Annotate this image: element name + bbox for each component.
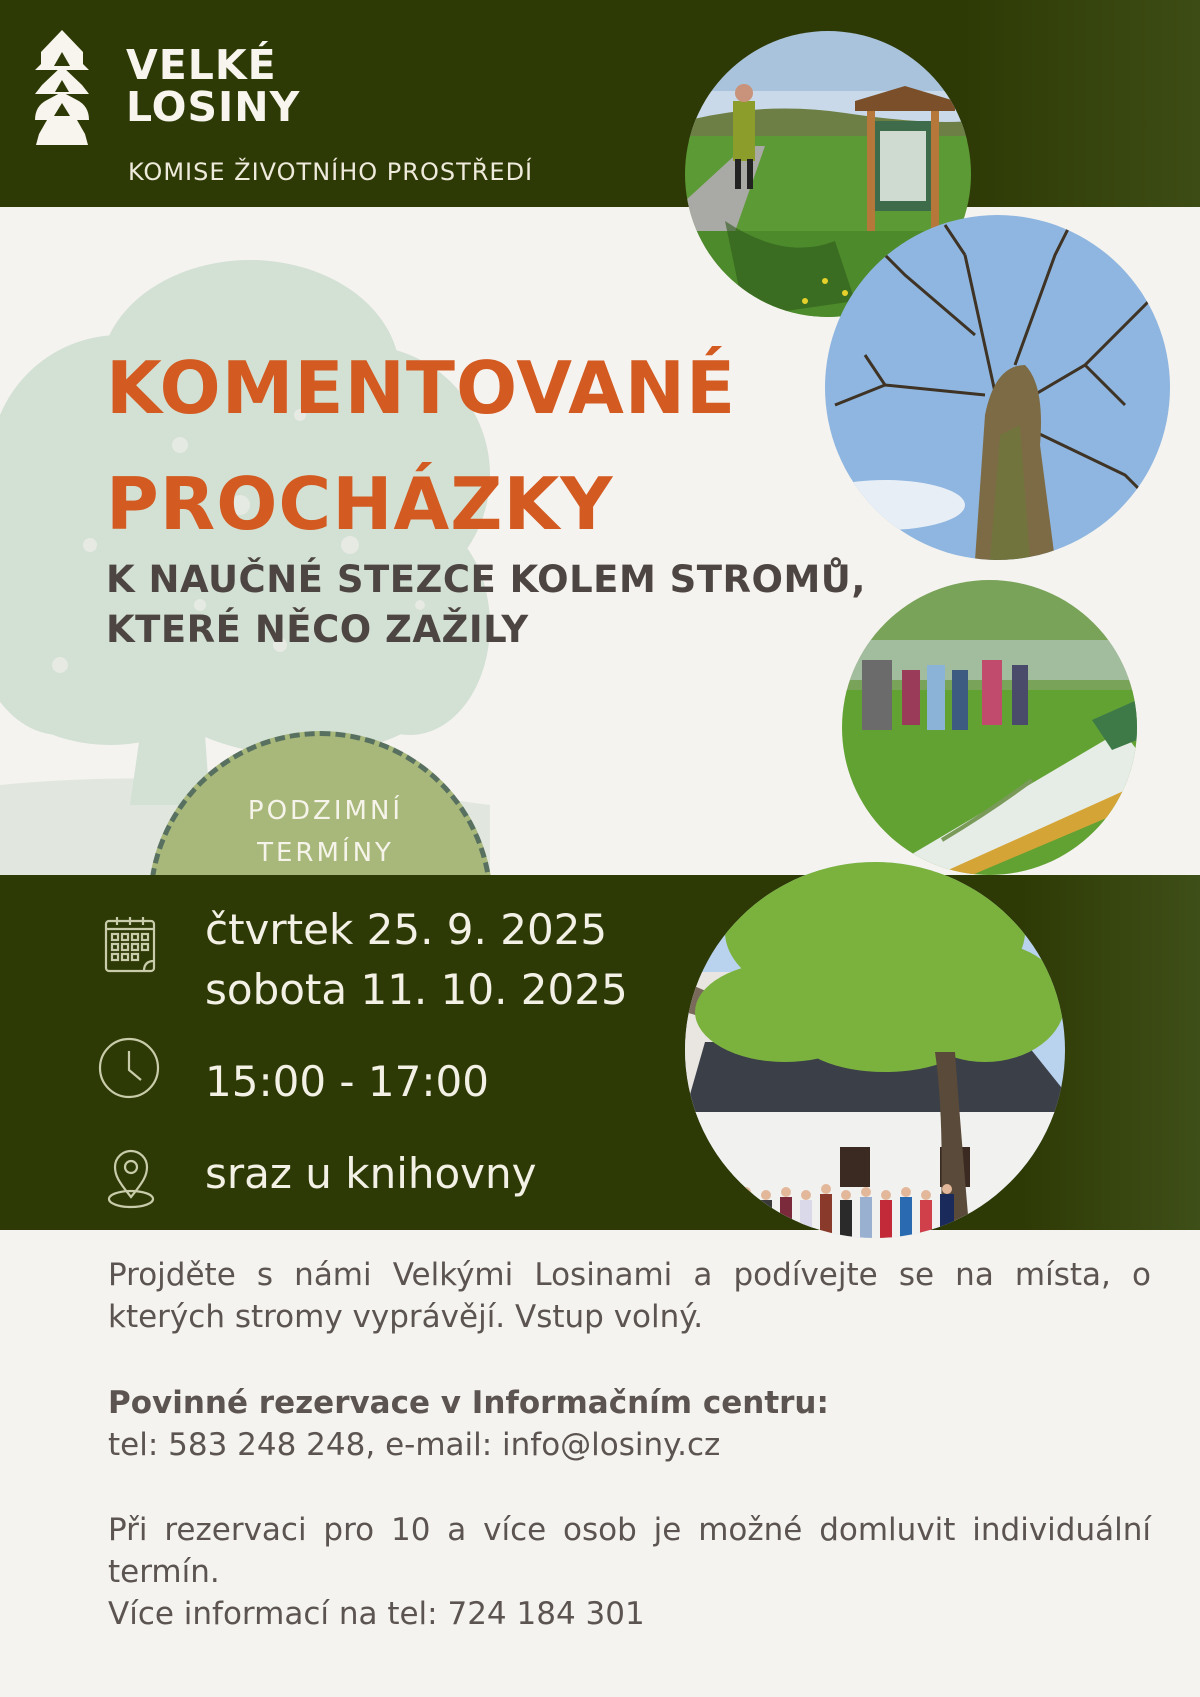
photo-group-by-panel [842, 580, 1137, 875]
event-dates [205, 900, 628, 1020]
event-time: 15:00 - 17:00 [205, 1057, 489, 1106]
brand-line-1: VELKÉ [126, 41, 277, 89]
badge-line-2: TERMÍNY [257, 838, 394, 868]
title-line-2: PROCHÁZKY [106, 462, 614, 546]
event-date-1: čtvrtek 25. 9. 2025 [205, 905, 608, 954]
stacked-tree-logo-icon [33, 30, 91, 145]
subtitle-line-2: KTERÉ NĚCO ZAŽILY [106, 608, 529, 651]
clock-icon [98, 1037, 160, 1099]
photo-old-tree [825, 215, 1170, 560]
page-title [106, 330, 736, 562]
brand-line-2: LOSINY [126, 83, 301, 131]
committee-name: KOMISE ŽIVOTNÍHO PROSTŘEDÍ [128, 158, 534, 186]
subtitle-line-1: K NAUČNÉ STEZCE KOLEM STROMŮ, [106, 558, 866, 601]
calendar-icon [104, 915, 156, 973]
page-subtitle [106, 555, 866, 655]
title-line-1: KOMENTOVANÉ [106, 346, 737, 430]
more-info: Více informací na tel: 724 184 301 [108, 1596, 645, 1632]
badge-line-1: PODZIMNÍ [247, 796, 404, 826]
event-date-2: sobota 11. 10. 2025 [205, 965, 628, 1014]
photo-library-group [685, 862, 1065, 1238]
intro-paragraph: Projděte s námi Velkými Losinami a podívejte se na místa, o kterých stromy vyprávějí. Vstup volný. [108, 1257, 1151, 1335]
header-band [0, 0, 1200, 207]
reservation-heading: Povinné rezervace v Informačním centru: [108, 1385, 829, 1421]
season-badge-text [153, 790, 493, 874]
group-note: Při rezervaci pro 10 a více osob je možné domluvit individuální termín. [108, 1512, 1151, 1590]
map-pin-icon [106, 1147, 156, 1209]
event-location: sraz u knihovny [205, 1149, 537, 1198]
brand-name [126, 41, 301, 131]
reservation-contact: tel: 583 248 248, e-mail: info@losiny.cz [108, 1427, 721, 1463]
